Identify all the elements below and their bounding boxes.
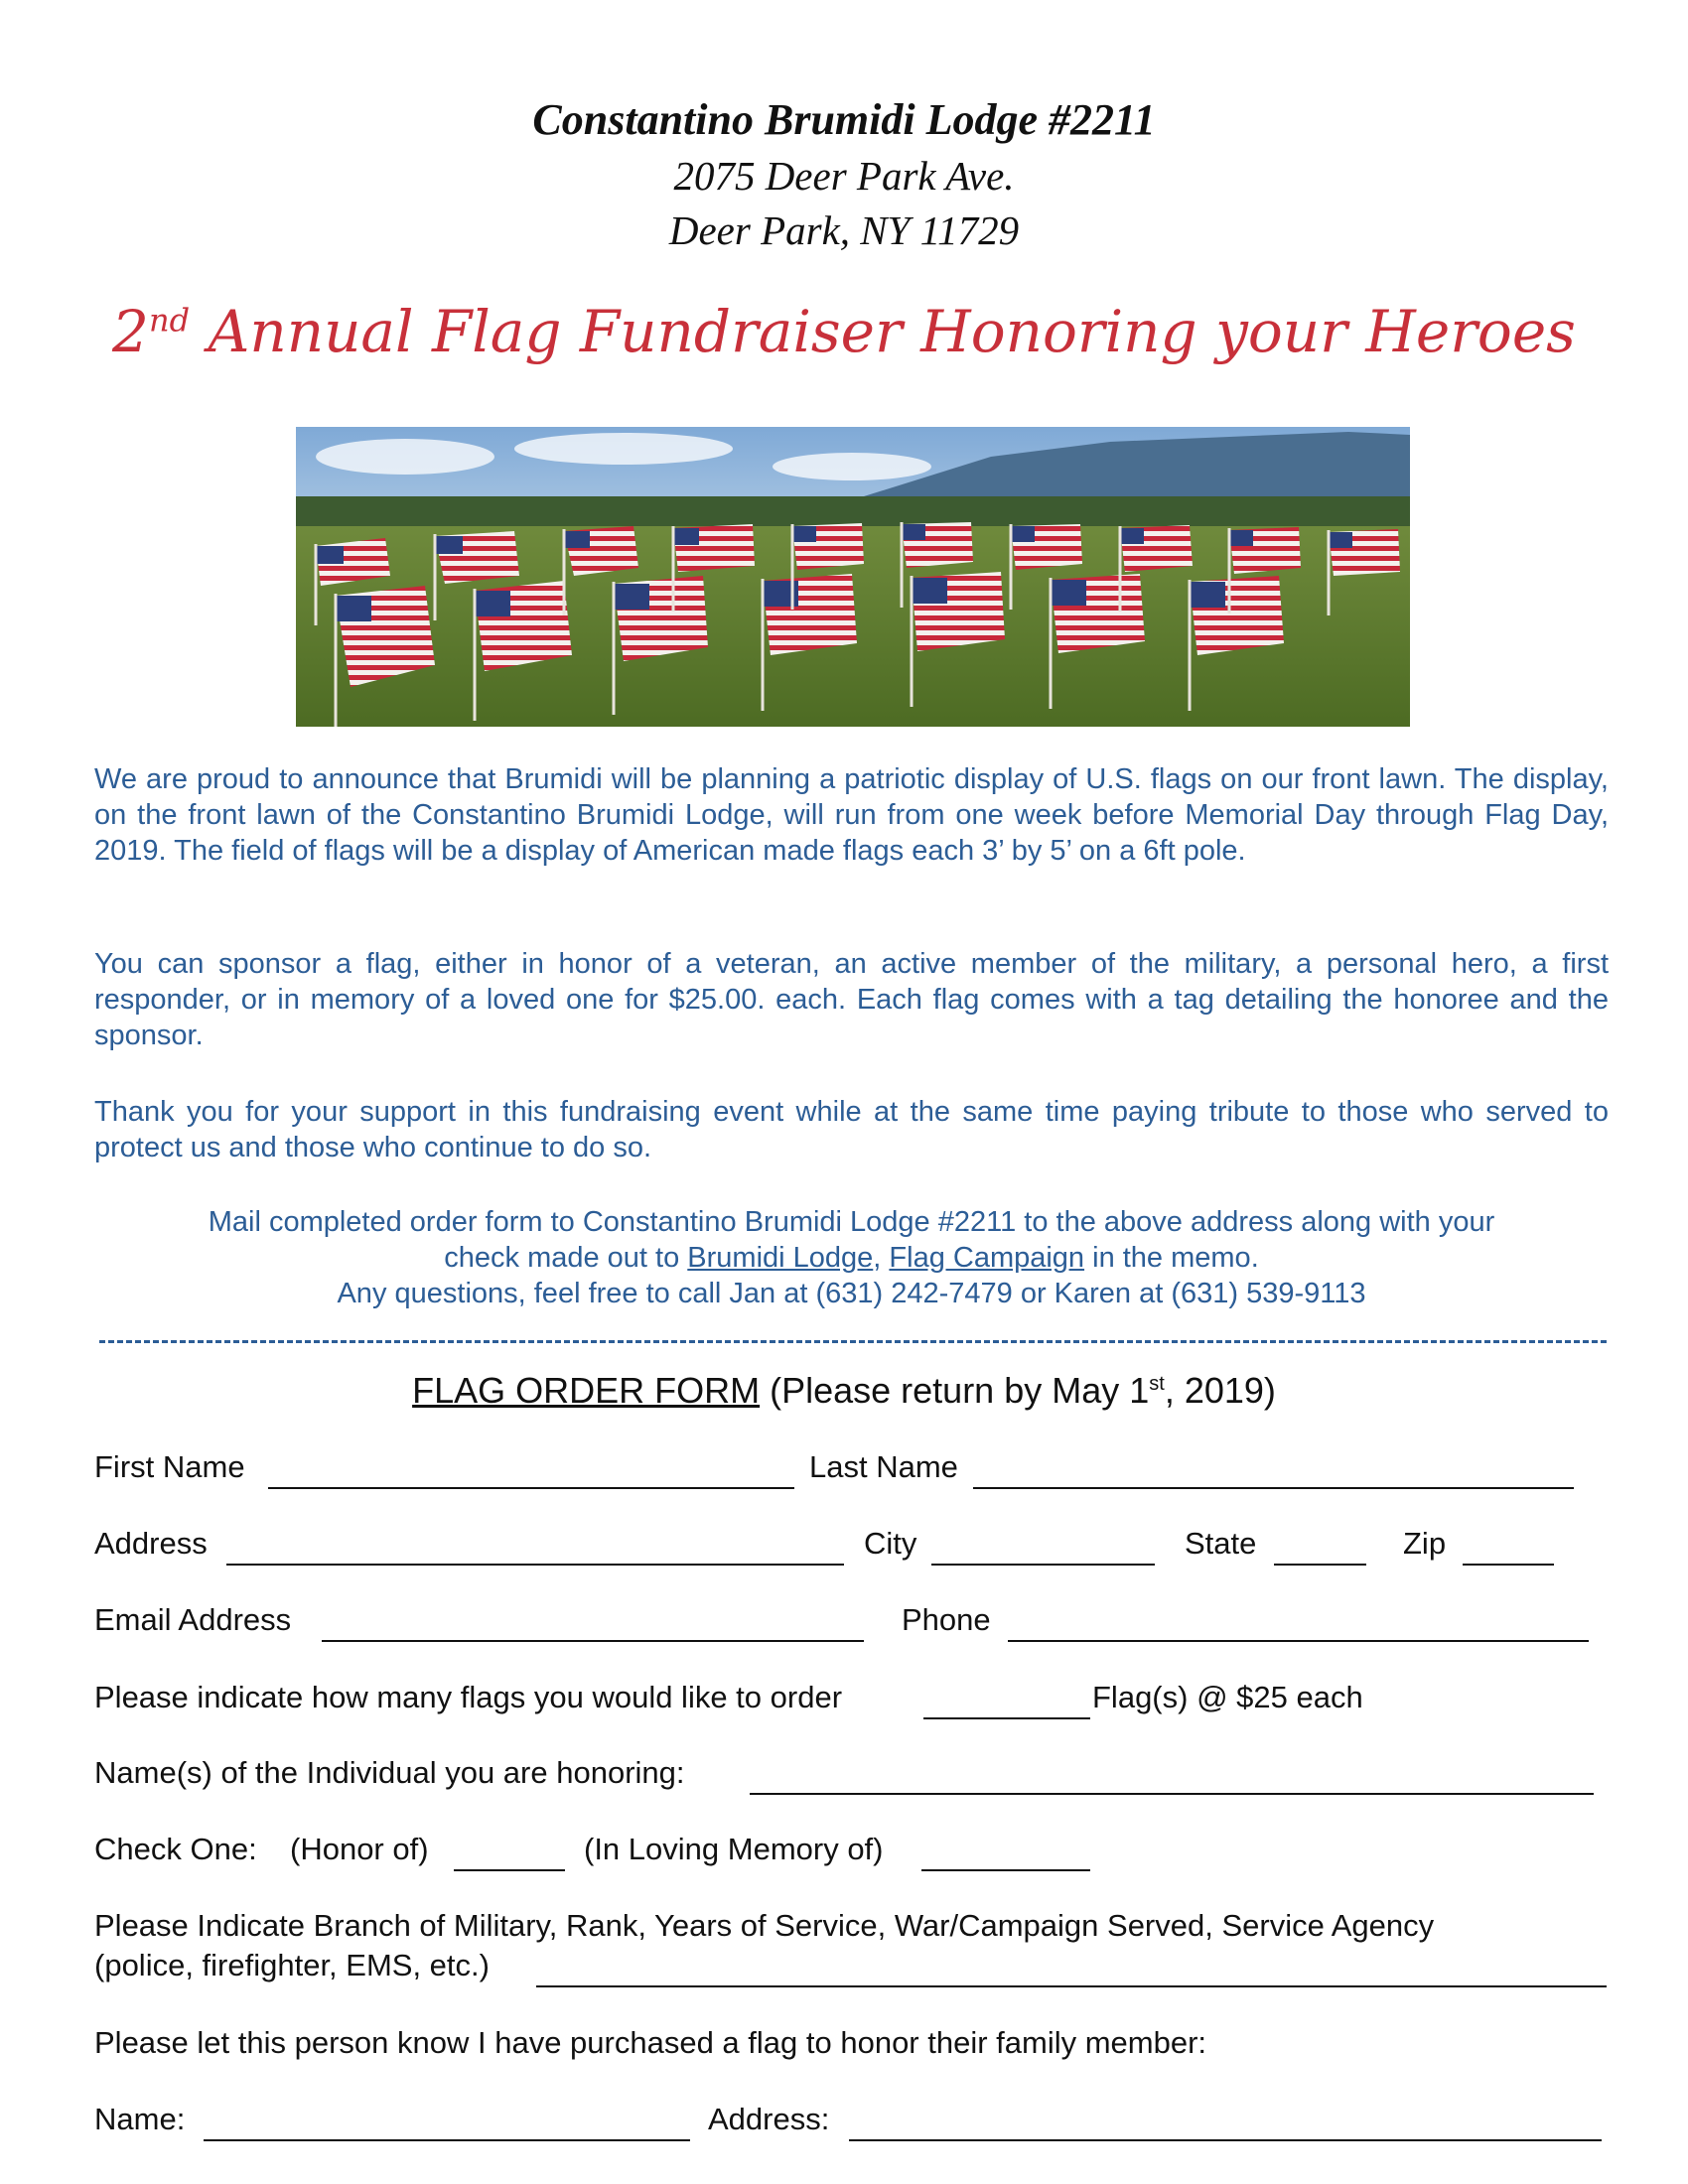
notify-address-field[interactable] xyxy=(849,2139,1602,2141)
mail-instructions xyxy=(94,1204,1609,1311)
title-ordinal-suffix: nd xyxy=(148,301,191,340)
city-label: City xyxy=(864,1526,917,1561)
mail-line-2-text: check made out to xyxy=(444,1242,688,1274)
last-name-label: Last Name xyxy=(809,1449,958,1484)
zip-field[interactable] xyxy=(1463,1564,1554,1566)
lodge-street-address: 2075 Deer Park Ave. xyxy=(673,153,1015,199)
lodge-city-state-zip: Deer Park, NY 11729 xyxy=(668,207,1020,253)
quantity-prompt: Please indicate how many flags you would like to order xyxy=(94,1680,843,1714)
flag-field-photo xyxy=(296,427,1410,727)
zip-label: Zip xyxy=(1403,1526,1447,1561)
honoring-field[interactable] xyxy=(750,1793,1594,1795)
first-name-label: First Name xyxy=(94,1449,245,1484)
return-by-sup: st xyxy=(1149,1373,1165,1395)
return-by-text: (Please return by May 1 xyxy=(760,1370,1150,1411)
notify-name-field[interactable] xyxy=(204,2139,690,2141)
first-name-field[interactable] xyxy=(268,1487,794,1489)
branch-label-line-1: Please Indicate Branch of Military, Rank, Years of Service, War/Campaign Served, Service Agency xyxy=(94,1908,1435,1943)
check-one-label: Check One: xyxy=(94,1832,257,1866)
last-name-field[interactable] xyxy=(973,1487,1574,1489)
form-title xyxy=(0,1370,1688,1412)
title-text: Annual Flag Fundraiser Honoring your Heroes xyxy=(208,298,1576,365)
cut-line-divider xyxy=(99,1340,1607,1343)
address-label: Address xyxy=(94,1526,208,1561)
mail-line-2-sep: , xyxy=(873,1242,890,1274)
honoring-label: Name(s) of the Individual you are honoring: xyxy=(94,1755,685,1790)
notify-label: Please let this person know I have purchased a flag to honor their family member: xyxy=(94,2025,1207,2060)
tree-line xyxy=(296,496,1410,526)
memo-text: Flag Campaign xyxy=(889,1242,1085,1274)
email-label: Email Address xyxy=(94,1602,292,1637)
mail-line-2-end: in the memo. xyxy=(1084,1242,1259,1274)
notify-address-label: Address: xyxy=(708,2102,830,2136)
phone-label: Phone xyxy=(902,1602,991,1637)
return-by-year: , 2019) xyxy=(1164,1370,1276,1411)
form-title-text: FLAG ORDER FORM xyxy=(412,1370,761,1411)
intro-paragraph: We are proud to announce that Brumidi will be planning a patriotic display of U.S. flags on our front lawn. The display, on the front lawn of the Constantino Brumidi Lodge, will run from one week before Memorial Day through Flag Day, 2019. The field of flags will be a display of American made flags each 3’ by 5’ on a 6ft pole. xyxy=(94,763,1609,867)
phone-field[interactable] xyxy=(1008,1640,1589,1642)
lodge-name: Constantino Brumidi Lodge #2211 xyxy=(532,95,1156,144)
mail-line-1: Mail completed order form to Constantino Brumidi Lodge #2211 to the above address along with your xyxy=(208,1206,1495,1238)
quantity-field[interactable] xyxy=(923,1717,1090,1719)
honor-of-label: (Honor of) xyxy=(290,1832,429,1866)
address-field[interactable] xyxy=(226,1564,844,1566)
questions-contact: Any questions, feel free to call Jan at (631) 242-7479 or Karen at (631) 539-9113 xyxy=(337,1278,1366,1309)
email-field[interactable] xyxy=(322,1640,864,1642)
notify-name-label: Name: xyxy=(94,2102,186,2136)
title-ordinal-number: 2 xyxy=(112,298,149,365)
honor-of-checkbox[interactable] xyxy=(454,1869,565,1871)
payee-name: Brumidi Lodge xyxy=(687,1242,874,1274)
memory-of-label: (In Loving Memory of) xyxy=(584,1832,884,1866)
city-field[interactable] xyxy=(931,1564,1155,1566)
memory-of-checkbox[interactable] xyxy=(921,1869,1090,1871)
quantity-suffix: Flag(s) @ $25 each xyxy=(1092,1680,1363,1714)
branch-field[interactable] xyxy=(536,1985,1607,1987)
event-title xyxy=(0,298,1688,365)
branch-label-line-2: (police, firefighter, EMS, etc.) xyxy=(94,1948,490,1982)
state-field[interactable] xyxy=(1274,1564,1366,1566)
sponsor-paragraph: You can sponsor a flag, either in honor of a veteran, an active member of the military, a personal hero, a first responder, or in memory of a loved one for $25.00. each. Each flag comes with a tag detailing the honoree and the sponsor. xyxy=(94,948,1609,1051)
thank-you-paragraph: Thank you for your support in this fundraising event while at the same time paying tribute to those who served to protect us and those who continue to do so. xyxy=(94,1096,1609,1163)
state-label: State xyxy=(1185,1526,1257,1561)
mail-line-2 xyxy=(94,1240,1609,1276)
